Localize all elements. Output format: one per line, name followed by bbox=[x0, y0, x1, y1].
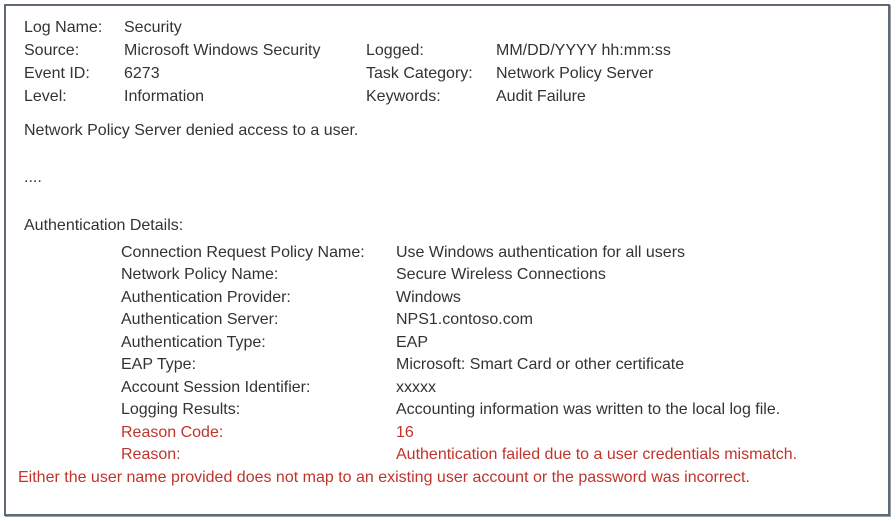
field-label: Logged: bbox=[366, 42, 424, 59]
error-explanation-text: Either the user name provided does not map to an existing user account or the password was incorrect. bbox=[18, 469, 750, 486]
header-row-logged bbox=[366, 42, 671, 60]
field-label: Event ID: bbox=[24, 65, 90, 82]
detail-row bbox=[121, 244, 882, 262]
detail-row bbox=[121, 379, 882, 397]
detail-value: Windows bbox=[396, 289, 461, 306]
header-row-keywords bbox=[366, 88, 586, 106]
field-value: MM/DD/YYYY hh:mm:ss bbox=[496, 42, 671, 59]
header-row-log-name bbox=[24, 19, 878, 37]
detail-label: Logging Results: bbox=[121, 401, 241, 418]
detail-value: EAP bbox=[396, 334, 429, 351]
field-label: Keywords: bbox=[366, 88, 441, 105]
field-label: Level: bbox=[24, 88, 67, 105]
detail-label: Network Policy Name: bbox=[121, 266, 279, 283]
detail-value: 16 bbox=[396, 424, 414, 441]
detail-row bbox=[121, 334, 882, 352]
detail-value: Microsoft: Smart Card or other certificate bbox=[396, 356, 685, 373]
detail-row-reason bbox=[121, 446, 882, 464]
detail-label: Reason Code: bbox=[121, 424, 224, 441]
detail-value: Accounting information was written to the local log file. bbox=[396, 401, 781, 418]
header-row-level bbox=[24, 88, 878, 106]
header-row-event-id bbox=[24, 65, 878, 83]
detail-label: Authentication Server: bbox=[121, 311, 279, 328]
header-row-source bbox=[24, 42, 878, 60]
detail-row bbox=[121, 266, 882, 284]
detail-value: Authentication failed due to a user credentials mismatch. bbox=[396, 446, 798, 463]
detail-value: xxxxx bbox=[396, 379, 436, 396]
detail-row bbox=[121, 311, 882, 329]
detail-label: Account Session Identifier: bbox=[121, 379, 311, 396]
event-description: Network Policy Server denied access to a user. bbox=[24, 122, 359, 139]
detail-value: Use Windows authentication for all users bbox=[396, 244, 686, 261]
field-value: Information bbox=[124, 88, 205, 105]
field-value: 6273 bbox=[124, 65, 160, 82]
field-value: Network Policy Server bbox=[496, 65, 654, 82]
detail-label: Authentication Provider: bbox=[121, 289, 291, 306]
detail-row bbox=[121, 401, 882, 419]
detail-row bbox=[121, 356, 882, 374]
detail-label: EAP Type: bbox=[121, 356, 197, 373]
header-row-task-category bbox=[366, 65, 653, 83]
field-label: Source: bbox=[24, 42, 80, 59]
ellipsis-text: .... bbox=[24, 169, 42, 186]
detail-label: Connection Request Policy Name: bbox=[121, 244, 365, 261]
section-title-authentication-details: Authentication Details: bbox=[24, 217, 184, 234]
field-label: Log Name: bbox=[24, 19, 103, 36]
detail-label: Authentication Type: bbox=[121, 334, 266, 351]
detail-value: Secure Wireless Connections bbox=[396, 266, 606, 283]
detail-row-reason-code bbox=[121, 424, 882, 442]
field-value: Microsoft Windows Security bbox=[124, 42, 321, 59]
event-log-panel bbox=[4, 4, 890, 516]
detail-value: NPS1.contoso.com bbox=[396, 311, 533, 328]
field-value: Security bbox=[124, 19, 182, 36]
detail-row bbox=[121, 289, 882, 307]
field-label: Task Category: bbox=[366, 65, 473, 82]
field-value: Audit Failure bbox=[496, 88, 586, 105]
detail-label: Reason: bbox=[121, 446, 181, 463]
